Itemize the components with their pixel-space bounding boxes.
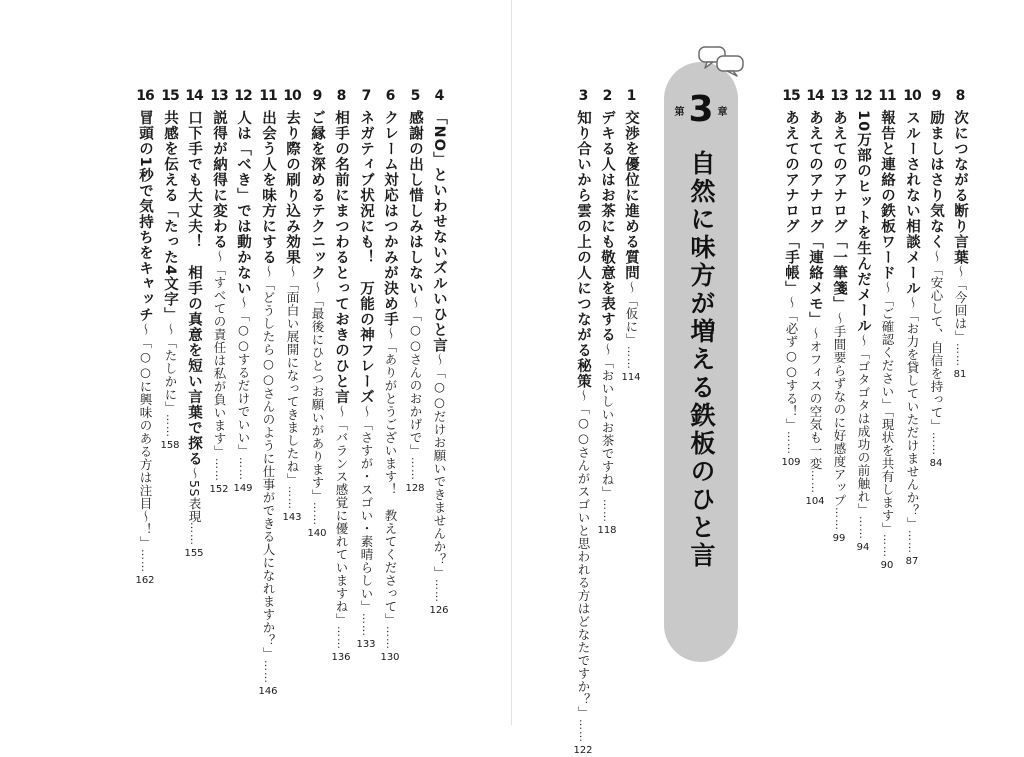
- toc-entry[interactable]: [356, 88, 376, 651]
- entry-subtitle: 〜「お力を貸していただけませんか？」: [905, 296, 920, 530]
- entry-title: ネガティブ状況にも！ 万能の神フレーズ: [358, 110, 374, 405]
- entry-title: 共感を伝える「たった4文字」: [162, 110, 178, 323]
- toc-entry[interactable]: [829, 88, 849, 545]
- leader-dots: ……: [625, 345, 638, 370]
- entry-title: 知り合いから雲の上の人につながる秘策: [575, 110, 591, 389]
- entry-subtitle: 〜「○○さんのおかげで」: [408, 296, 423, 457]
- entry-subtitle: 〜「たしかに」: [163, 322, 178, 414]
- entry-title: 交渉を優位に進める質問: [623, 110, 639, 281]
- leader-dots: ……: [237, 457, 250, 481]
- entry-title: あえてのアナログ「連絡メモ」: [807, 110, 823, 327]
- entry-title: 冒頭の1秒で気持ちをキャッチ: [137, 110, 153, 323]
- entry-number: 14: [185, 88, 203, 104]
- entry-page-number: 81: [953, 369, 967, 380]
- entry-page-number: 152: [209, 483, 229, 495]
- toc-entry[interactable]: [805, 88, 825, 508]
- entry-page-number: 114: [621, 371, 641, 383]
- entry-title: 出会う人を味方にする: [260, 110, 276, 265]
- entry-subtitle: 〜「さすが・スゴい・素晴らしい」: [359, 404, 374, 613]
- entry-subtitle: 〜「○○だけお願いできませんか？」: [432, 353, 447, 580]
- leader-dots: ……: [286, 486, 299, 510]
- entry-title: クレーム対応はつかみが決め手: [382, 110, 398, 327]
- entry-title: スルーされない相談メール: [904, 110, 920, 296]
- entry-subtitle: 〜「どうしたら○○さんのように仕事ができる人になれますか？」: [261, 265, 276, 660]
- entry-page-number: 126: [429, 605, 449, 617]
- entry-title: デキる人はお茶にも敬意を表する: [599, 110, 615, 343]
- toc-entry[interactable]: [405, 88, 425, 495]
- leader-dots: ……: [930, 431, 943, 456]
- entry-number: 1: [626, 88, 636, 104]
- entry-subtitle: 〜「すべての責任は私が負います」: [212, 249, 227, 458]
- entry-number: 9: [312, 88, 322, 104]
- entry-number: 11: [259, 88, 277, 104]
- leader-dots: ……: [213, 457, 226, 482]
- entry-number: 12: [234, 88, 252, 104]
- entry-number: 15: [161, 88, 179, 104]
- toc-entry[interactable]: [380, 88, 400, 664]
- entry-subtitle: 〜手間要らずなのに好感度アップ: [832, 311, 847, 507]
- entry-title: 10万部のヒットを生んだメール: [855, 110, 871, 334]
- leader-dots: ……: [577, 719, 590, 743]
- entry-page-number: 162: [135, 574, 155, 586]
- entry-page-number: 155: [184, 548, 204, 560]
- entry-subtitle: 〜「○○に興味のある方は注目〜！」: [138, 322, 153, 549]
- entry-page-number: 128: [405, 483, 425, 494]
- toc-entry[interactable]: [282, 88, 302, 524]
- entry-page-number: 143: [282, 512, 302, 523]
- entry-page-number: 109: [781, 457, 801, 468]
- leader-dots: ……: [384, 626, 397, 650]
- entry-page-number: 146: [258, 686, 278, 697]
- toc-entry[interactable]: [621, 88, 641, 384]
- chapter-number: 3: [688, 89, 714, 130]
- leader-dots: ……: [857, 515, 870, 540]
- entry-title: 去り際の刷り込み効果: [284, 110, 300, 265]
- entry-number: 16: [136, 88, 154, 104]
- toc-entry[interactable]: [781, 88, 801, 469]
- leader-dots: ……: [409, 457, 422, 481]
- leader-dots: ……: [139, 548, 152, 573]
- entry-subtitle: 〜「面白い展開になってきましたね」: [285, 265, 300, 486]
- leader-dots: ……: [906, 530, 919, 554]
- entry-number: 6: [385, 88, 395, 104]
- toc-entry[interactable]: [597, 88, 617, 537]
- entry-number: 3: [578, 88, 588, 104]
- entry-page-number: 122: [573, 745, 593, 756]
- entry-number: 9: [931, 88, 941, 104]
- leader-dots: ……: [833, 506, 846, 531]
- chapter-heading: [664, 88, 738, 132]
- entry-page-number: 130: [380, 652, 400, 663]
- entry-page-number: 136: [331, 651, 351, 663]
- toc-entry[interactable]: [331, 88, 351, 664]
- leader-dots: ……: [262, 660, 275, 684]
- entry-number: 10: [903, 88, 921, 104]
- leader-dots: ……: [433, 579, 446, 604]
- entry-page-number: 94: [856, 541, 870, 553]
- toc-entry[interactable]: [573, 88, 593, 757]
- entry-title: 感謝の出し惜しみはしない: [407, 110, 423, 296]
- entry-subtitle: 〜「必ず○○する！」: [784, 296, 799, 431]
- leader-dots: ……: [188, 522, 201, 547]
- entry-number: 15: [782, 88, 800, 104]
- entry-subtitle: 〜「ゴタゴタは成功の前触れ」: [856, 333, 871, 516]
- toc-entry[interactable]: [902, 88, 922, 568]
- entry-title: 「NO」といわせないズルいひと言: [431, 110, 447, 354]
- entry-title: 説得が納得に変わる: [211, 110, 227, 250]
- leader-dots: ……: [881, 534, 894, 559]
- entry-subtitle: 〜オフィスの空気も一変: [808, 327, 823, 470]
- entry-subtitle: 〜「最後にひとつお願いがあります」: [310, 280, 325, 502]
- chapter-prefix: 第: [674, 106, 685, 118]
- entry-page-number: 90: [880, 560, 894, 572]
- leader-dots: ……: [311, 501, 324, 526]
- entry-number: 7: [361, 88, 371, 104]
- entry-number: 4: [434, 88, 444, 104]
- entry-page-number: 149: [233, 483, 253, 494]
- entry-page-number: 140: [307, 527, 327, 539]
- entry-title: 口下手でも大丈夫！ 相手の真意を短い言葉で探る: [186, 110, 202, 467]
- entry-number: 11: [878, 88, 896, 104]
- entry-page-number: 87: [905, 556, 919, 567]
- entry-subtitle: 〜「安心して、自信を持って」: [929, 249, 944, 432]
- entry-number: 13: [830, 88, 848, 104]
- leader-dots: ……: [809, 470, 822, 494]
- entry-number: 13: [210, 88, 228, 104]
- entry-number: 8: [336, 88, 346, 104]
- leader-dots: ……: [954, 343, 967, 367]
- toc-entry[interactable]: [877, 88, 897, 572]
- toc-entry[interactable]: [307, 88, 327, 540]
- entry-subtitle: 〜5S表現: [187, 466, 202, 523]
- entry-page-number: 99: [832, 532, 846, 544]
- entry-page-number: 158: [160, 439, 180, 451]
- entry-title: 報告と連絡の鉄板ワード: [879, 110, 895, 281]
- entry-number: 12: [854, 88, 872, 104]
- chapter-suffix: 章: [717, 106, 728, 118]
- entry-page-number: 118: [597, 524, 617, 536]
- entry-subtitle: 〜「今回は」: [953, 265, 968, 343]
- chapter-title: [681, 150, 721, 570]
- entry-page-number: 104: [805, 496, 825, 507]
- toc-entry[interactable]: [926, 88, 946, 470]
- entry-subtitle: 〜「ありがとうございます！ 教えてくださって」: [383, 327, 398, 626]
- entry-page-number: 133: [356, 638, 376, 650]
- entry-subtitle: 〜「バランス感覚に優れていますね」: [334, 404, 349, 626]
- entry-title: 人は「べき」では動かない: [235, 110, 251, 296]
- speech-bubbles-icon: [697, 44, 747, 78]
- toc-entry[interactable]: [950, 88, 970, 381]
- entry-subtitle: 〜「仮に」: [624, 280, 639, 346]
- leader-dots: ……: [601, 498, 614, 523]
- entry-title: ご縁を深めるテクニック: [309, 110, 325, 281]
- entry-title: 相手の名前にまつわるとっておきのひと言: [333, 110, 349, 405]
- toc-entry[interactable]: [160, 88, 180, 452]
- entry-subtitle: 〜「○○さんがスゴいと思われる方はどなたですか？」: [576, 389, 591, 719]
- entry-title: 励ましはさり気なく: [928, 110, 944, 250]
- entry-page-number: 84: [929, 457, 943, 469]
- toc-entry[interactable]: [853, 88, 873, 554]
- leader-dots: ……: [164, 413, 177, 438]
- entry-number: 5: [410, 88, 420, 104]
- leader-dots: ……: [335, 625, 348, 650]
- toc-entry[interactable]: [258, 88, 278, 698]
- toc-entry[interactable]: [135, 88, 155, 587]
- leader-dots: ……: [785, 431, 798, 455]
- entry-title: あえてのアナログ「手帳」: [783, 110, 799, 296]
- entry-number: 2: [602, 88, 612, 104]
- toc-entry[interactable]: [184, 88, 204, 560]
- toc-entry[interactable]: [209, 88, 229, 496]
- chapter-title-text: 自然に味方が増える鉄板のひと言: [687, 150, 716, 570]
- entry-subtitle: 〜「ご確認ください」「現状を共有します」: [880, 280, 895, 535]
- entry-title: あえてのアナログ「一筆箋」: [831, 110, 847, 312]
- entry-number: 10: [283, 88, 301, 104]
- entry-number: 8: [955, 88, 965, 104]
- entry-title: 次につながる断り言葉: [952, 110, 968, 265]
- toc-entry[interactable]: [429, 88, 449, 617]
- leader-dots: ……: [360, 612, 373, 637]
- toc-entry[interactable]: [233, 88, 253, 495]
- entry-subtitle: 〜「○○するだけでいい」: [236, 296, 251, 457]
- entry-subtitle: 〜「おいしいお茶ですね」: [600, 342, 615, 499]
- entry-number: 14: [806, 88, 824, 104]
